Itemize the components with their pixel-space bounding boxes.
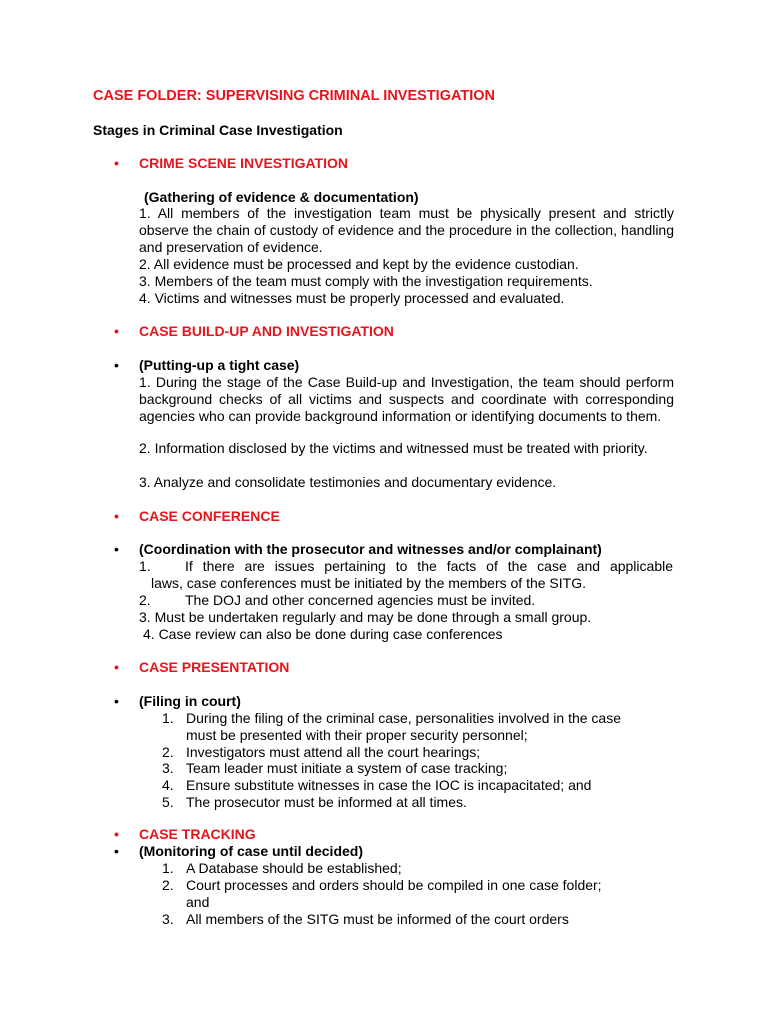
- list-item: Investigators must attend all the court hearings;: [186, 744, 481, 760]
- list-item: Court processes and orders should be compiled in one case folder;: [186, 877, 602, 893]
- bullet: •: [114, 843, 119, 859]
- list-item: 3. Must be undertaken regularly and may be done through a small group.: [139, 609, 592, 625]
- list-item: All members of the SITG must be informed of the court orders: [186, 911, 569, 927]
- list-item: 4. Victims and witnesses must be properly processed and evaluated.: [139, 290, 565, 306]
- list-item: If there are issues pertaining to the facts of the case and applicable: [185, 558, 673, 574]
- list-item: A Database should be established;: [186, 860, 402, 876]
- list-item: The DOJ and other concerned agencies must be invited.: [185, 592, 536, 608]
- section-subheading: (Gathering of evidence & documentation): [144, 189, 419, 205]
- section-subheading: (Putting-up a tight case): [139, 357, 300, 373]
- section-subheading: (Coordination with the prosecutor and witnesses and/or complainant): [139, 541, 602, 557]
- bullet: •: [114, 541, 119, 557]
- document-title: CASE FOLDER: SUPERVISING CRIMINAL INVESTIGATION: [93, 88, 496, 104]
- list-number: 2.: [139, 592, 151, 608]
- list-item: 1. All members of the investigation team must be physically present and strictly observe the chain of custody of evidence and the procedure in the collection, handling and preservation of evidence.: [139, 205, 674, 255]
- list-number: 4.: [162, 777, 174, 793]
- section-subheading: (Monitoring of case until decided): [139, 843, 363, 859]
- bullet: •: [114, 659, 119, 675]
- bullet: •: [114, 357, 119, 373]
- list-item: 3. Analyze and consolidate testimonies and documentary evidence.: [139, 474, 557, 490]
- list-item: The prosecutor must be informed at all times.: [186, 794, 467, 810]
- list-item: 4. Case review can also be done during case conferences: [143, 626, 503, 642]
- list-number: 2.: [162, 877, 174, 893]
- section-heading: CASE TRACKING: [139, 826, 256, 842]
- list-item: 2. All evidence must be processed and kept by the evidence custodian.: [139, 256, 579, 272]
- list-number: 1.: [162, 860, 174, 876]
- list-number: 3.: [162, 760, 174, 776]
- list-number: 1.: [139, 558, 151, 574]
- list-item-continuation: must be presented with their proper security personnel;: [186, 727, 528, 743]
- document-subtitle: Stages in Criminal Case Investigation: [93, 122, 343, 138]
- bullet: •: [114, 323, 119, 339]
- list-number: 2.: [162, 744, 174, 760]
- section-heading: CASE BUILD-UP AND INVESTIGATION: [139, 323, 394, 339]
- section-heading: CASE PRESENTATION: [139, 659, 290, 675]
- list-item: During the filing of the criminal case, personalities involved in the case: [186, 710, 622, 726]
- list-number: 5.: [162, 794, 174, 810]
- bullet: •: [114, 155, 119, 171]
- list-item: 3. Members of the team must comply with the investigation requirements.: [139, 273, 593, 289]
- list-item: 2. Information disclosed by the victims and witnessed must be treated with priority.: [139, 440, 648, 456]
- bullet: •: [114, 508, 119, 524]
- section-heading: CASE CONFERENCE: [139, 508, 280, 524]
- bullet: •: [114, 826, 119, 842]
- list-item: Team leader must initiate a system of case tracking;: [186, 760, 508, 776]
- section-heading: CRIME SCENE INVESTIGATION: [139, 155, 348, 171]
- list-item: Ensure substitute witnesses in case the IOC is incapacitated; and: [186, 777, 592, 793]
- list-number: 3.: [162, 911, 174, 927]
- list-item: 1. During the stage of the Case Build-up and Investigation, the team should perform background checks of all victims and suspects and coordinate with corresponding agencies who can provide background information or identifying documents to them.: [139, 374, 674, 424]
- section-subheading: (Filing in court): [139, 693, 241, 709]
- bullet: •: [114, 693, 119, 709]
- list-number: 1.: [162, 710, 174, 726]
- list-item-continuation: and: [186, 894, 210, 910]
- list-item-continuation: laws, case conferences must be initiated by the members of the SITG.: [151, 575, 586, 591]
